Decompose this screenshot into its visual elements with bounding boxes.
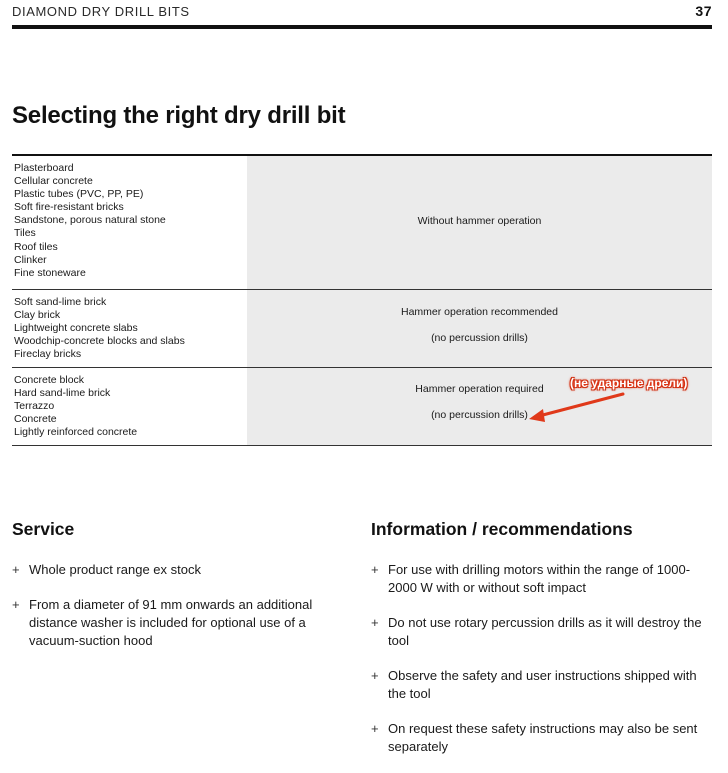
material-item: Woodchip-concrete blocks and slabs [14, 335, 185, 348]
material-item: Plastic tubes (PVC, PP, PE) [14, 188, 144, 201]
table-row [12, 290, 712, 368]
operation-text: Hammer operation required [415, 383, 544, 395]
list-item [371, 667, 716, 703]
list-item-text: On request these safety instructions may also be sent separately [388, 721, 698, 754]
annotation-label: (не ударные дрели) [570, 376, 688, 390]
material-item: Concrete [14, 413, 57, 426]
material-item: Soft sand-lime brick [14, 296, 107, 308]
material-item: Fine stoneware [14, 266, 86, 279]
info-list [371, 561, 716, 756]
plus-icon: + [371, 615, 379, 630]
annotation-arrow-icon [525, 390, 635, 426]
list-item-text: Do not use rotary percussion drills as it will destroy the tool [388, 615, 702, 648]
page-title: Selecting the right dry drill bit [12, 102, 346, 129]
service-list [12, 561, 332, 650]
material-item: Lightweight concrete slabs [14, 322, 138, 335]
operation-note: (no percussion drills) [431, 409, 528, 421]
service-title: Service [12, 519, 75, 539]
list-item-text: Whole product range ex stock [29, 562, 201, 577]
info-section [371, 519, 716, 773]
list-item [12, 596, 332, 650]
service-section [12, 519, 332, 667]
material-item: Clinker [14, 253, 47, 266]
material-item: Plasterboard [14, 162, 74, 174]
plus-icon: + [371, 562, 379, 577]
material-item: Clay brick [14, 309, 61, 322]
plus-icon: + [12, 597, 20, 612]
list-item [12, 561, 332, 579]
plus-icon: + [371, 668, 379, 683]
operation-cell [247, 290, 712, 367]
list-item [371, 720, 716, 756]
material-item: Soft fire-resistant bricks [14, 201, 124, 214]
operation-text: Hammer operation recommended [401, 306, 558, 318]
list-item [371, 614, 716, 650]
page-header [12, 0, 712, 24]
material-item: Roof tiles [14, 240, 58, 253]
material-item: Sandstone, porous natural stone [14, 214, 166, 227]
material-item: Concrete block [14, 374, 85, 386]
info-title: Information / recommendations [371, 519, 633, 539]
table-row [12, 156, 712, 290]
materials-cell [12, 290, 247, 367]
list-item-text: From a diameter of 91 mm onwards an additional distance washer is included for optional use of a vacuum-suction hood [29, 597, 313, 648]
material-item: Hard sand-lime brick [14, 387, 111, 400]
material-item: Fireclay bricks [14, 348, 82, 361]
list-item-text: Observe the safety and user instructions shipped with the tool [388, 668, 697, 701]
material-item: Cellular concrete [14, 175, 93, 188]
page-number: 37 [695, 3, 712, 19]
operation-note: (no percussion drills) [431, 332, 528, 344]
header-title: DIAMOND DRY DRILL BITS [12, 4, 190, 19]
header-rule [12, 25, 712, 29]
plus-icon: + [371, 721, 379, 736]
list-item-text: For use with drilling motors within the range of 1000-2000 W with or without soft impact [388, 562, 691, 595]
list-item [371, 561, 716, 597]
materials-cell [12, 368, 247, 445]
materials-cell [12, 156, 247, 289]
operation-cell [247, 156, 712, 289]
plus-icon: + [12, 562, 20, 577]
material-item: Terrazzo [14, 400, 55, 413]
material-item: Tiles [14, 227, 36, 240]
operation-text: Without hammer operation [417, 215, 542, 227]
material-item: Lightly reinforced concrete [14, 426, 138, 439]
